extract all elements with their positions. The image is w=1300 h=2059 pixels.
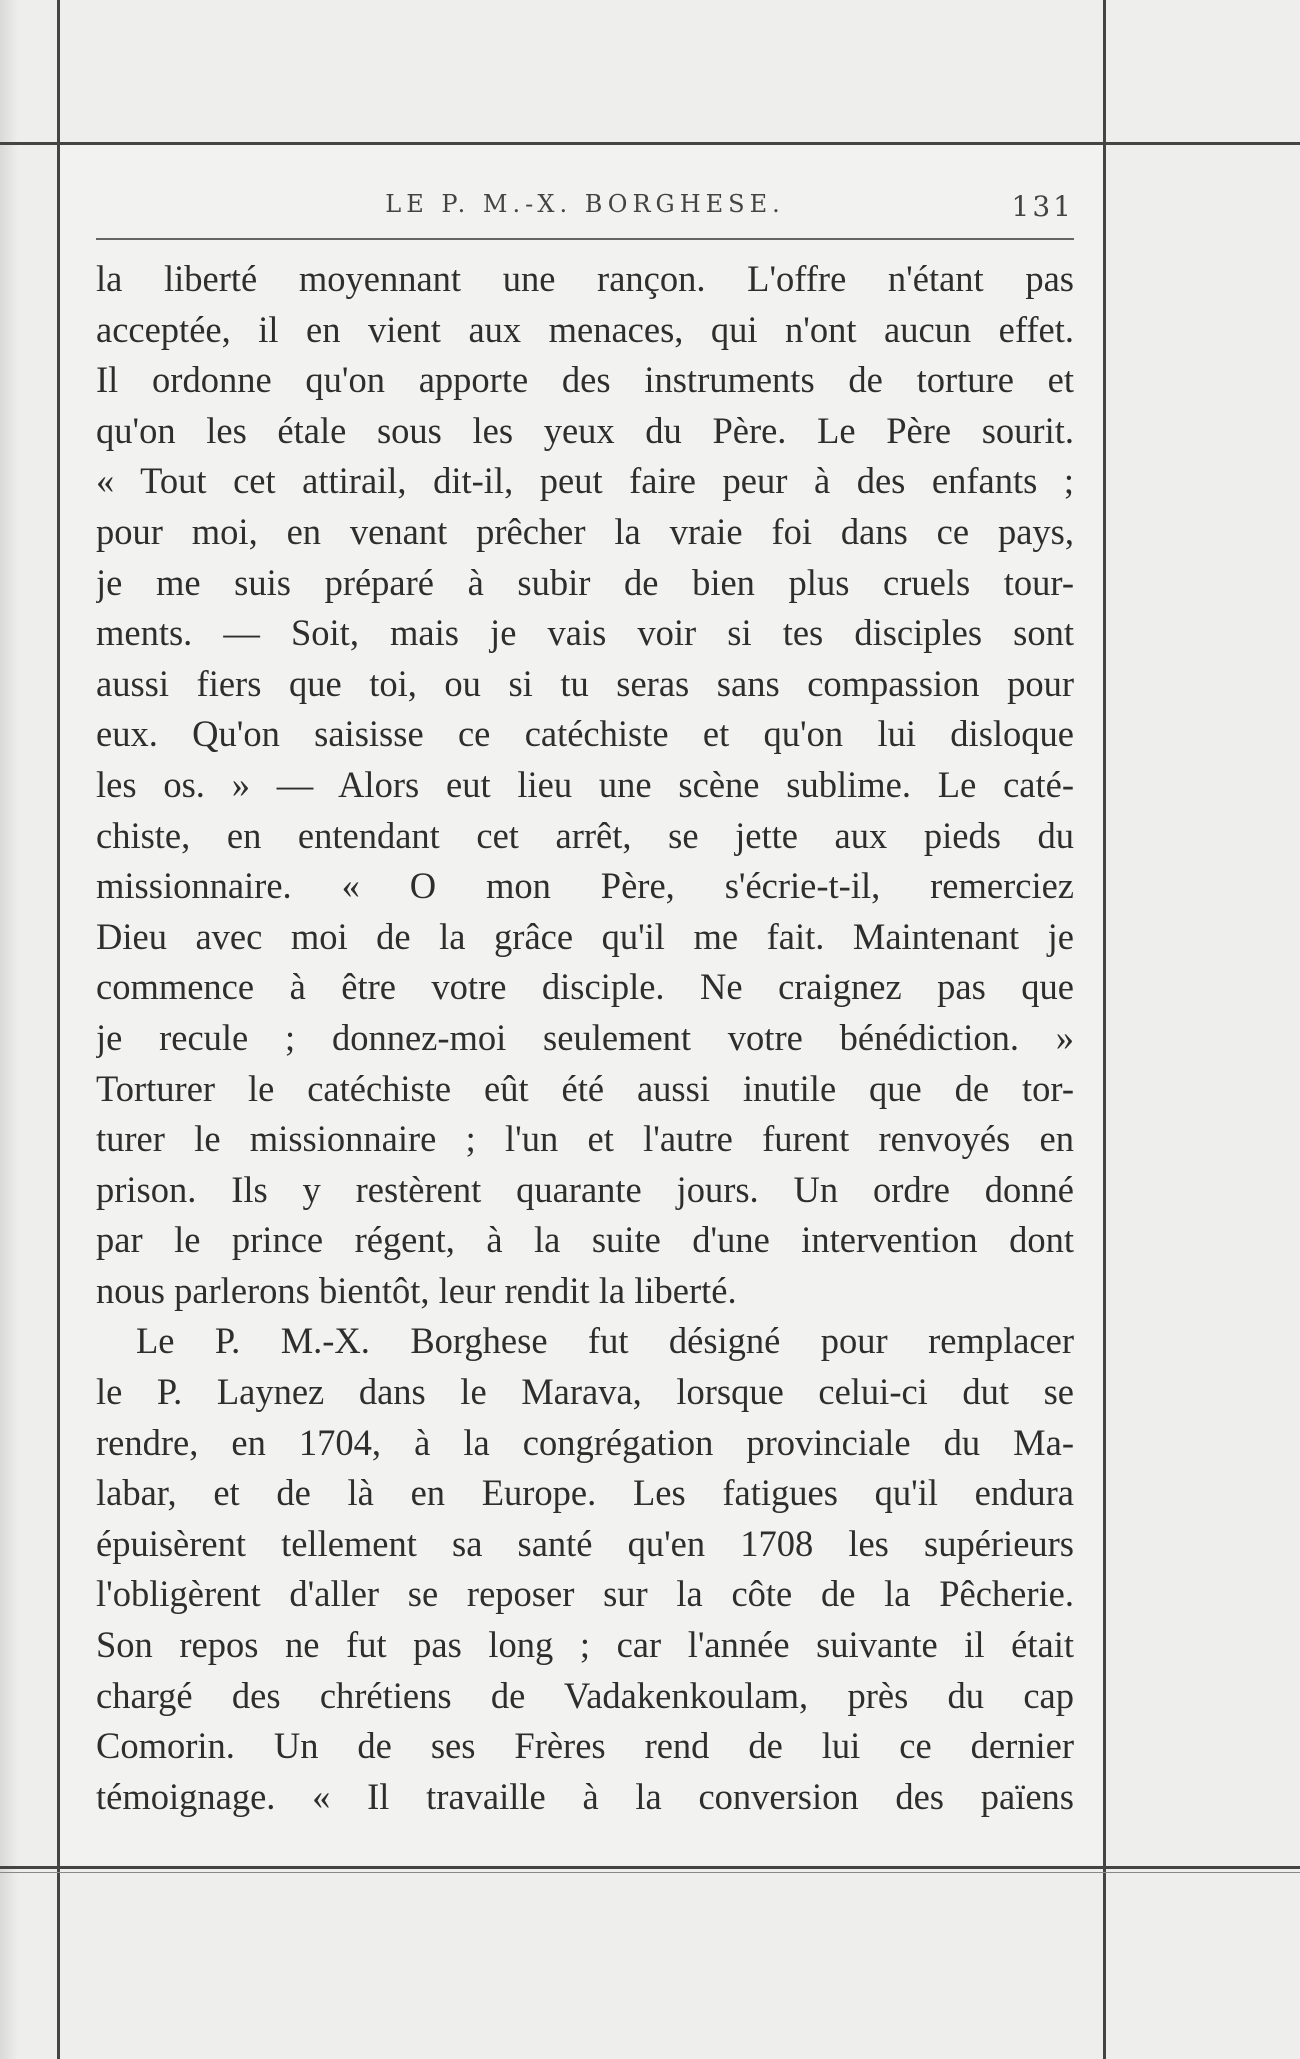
text-line: par le prince régent, à la suite d'une intervention dont [96, 1219, 1074, 1261]
page-number: 131 [1011, 190, 1074, 223]
text-line: Torturer le catéchiste eût été aussi inutile que de tor- [96, 1067, 1074, 1109]
frame-line-right [1103, 0, 1106, 2059]
text-line: témoignage. « Il travaille à la conversion des païens [96, 1775, 1074, 1817]
text-line: les os. » — Alors eut lieu une scène sublime. Le caté- [96, 763, 1074, 805]
text-line: « Tout cet attirail, dit-il, peut faire peur à des enfants ; [96, 460, 1074, 502]
text-line: rendre, en 1704, à la congrégation provinciale du Ma- [96, 1421, 1074, 1463]
running-head-title: LE P. M.-X. BORGHESE. [385, 190, 785, 218]
text-line: le P. Laynez dans le Marava, lorsque celui-ci dut se [96, 1371, 1074, 1413]
text-line: turer le missionnaire ; l'un et l'autre furent renvoyés en [96, 1118, 1074, 1160]
text-line: acceptée, il en vient aux menaces, qui n'ont aucun effet. [96, 308, 1074, 350]
running-head [96, 190, 1074, 226]
text-line: Son repos ne fut pas long ; car l'année suivante il était [96, 1624, 1074, 1666]
text-line: eux. Qu'on saisisse ce catéchiste et qu'on lui disloque [96, 713, 1074, 755]
scan-edge [0, 0, 18, 2059]
body-text [96, 254, 1074, 1822]
text-line: la liberté moyennant une rançon. L'offre n'étant pas [96, 258, 1074, 299]
text-line: Il ordonne qu'on apporte des instruments de torture et [96, 359, 1074, 401]
text-line: aussi fiers que toi, ou si tu seras sans compassion pour [96, 662, 1074, 704]
text-line: nous parlerons bientôt, leur rendit la liberté. [96, 1269, 737, 1311]
text-line: l'obligèrent d'aller se reposer sur la côte de la Pêcherie. [96, 1573, 1074, 1615]
text-line: labar, et de là en Europe. Les fatigues qu'il endura [96, 1472, 1074, 1514]
header-rule [96, 238, 1074, 240]
text-line: chargé des chrétiens de Vadakenkoulam, près du cap [96, 1674, 1074, 1716]
text-line: Comorin. Un de ses Frères rend de lui ce dernier [96, 1725, 1074, 1767]
text-line: pour moi, en venant prêcher la vraie foi dans ce pays, [96, 510, 1074, 552]
text-line: chiste, en entendant cet arrêt, se jette aux pieds du [96, 814, 1074, 856]
frame-line-bottom [0, 1866, 1300, 1869]
text-line: qu'on les étale sous les yeux du Père. Le Père sourit. [96, 409, 1074, 451]
frame-line-left [57, 0, 60, 2059]
text-line: Dieu avec moi de la grâce qu'il me fait. Maintenant je [96, 915, 1074, 957]
text-line: Le P. M.-X. Borghese fut désigné pour remplacer [136, 1320, 1074, 1362]
frame-line-top [0, 142, 1300, 145]
text-line: ments. — Soit, mais je vais voir si tes disciples sont [96, 612, 1074, 654]
text-line: je recule ; donnez-moi seulement votre bénédiction. » [96, 1016, 1074, 1058]
text-line: prison. Ils y restèrent quarante jours. Un ordre donné [96, 1168, 1074, 1210]
text-line: je me suis préparé à subir de bien plus cruels tour- [96, 561, 1074, 603]
text-line: épuisèrent tellement sa santé qu'en 1708 les supérieurs [96, 1522, 1074, 1564]
frame-line-bottom-inner [0, 1872, 1300, 1873]
text-line: commence à être votre disciple. Ne craignez pas que [96, 966, 1074, 1008]
text-line: missionnaire. « O mon Père, s'écrie-t-il, remerciez [96, 865, 1074, 907]
